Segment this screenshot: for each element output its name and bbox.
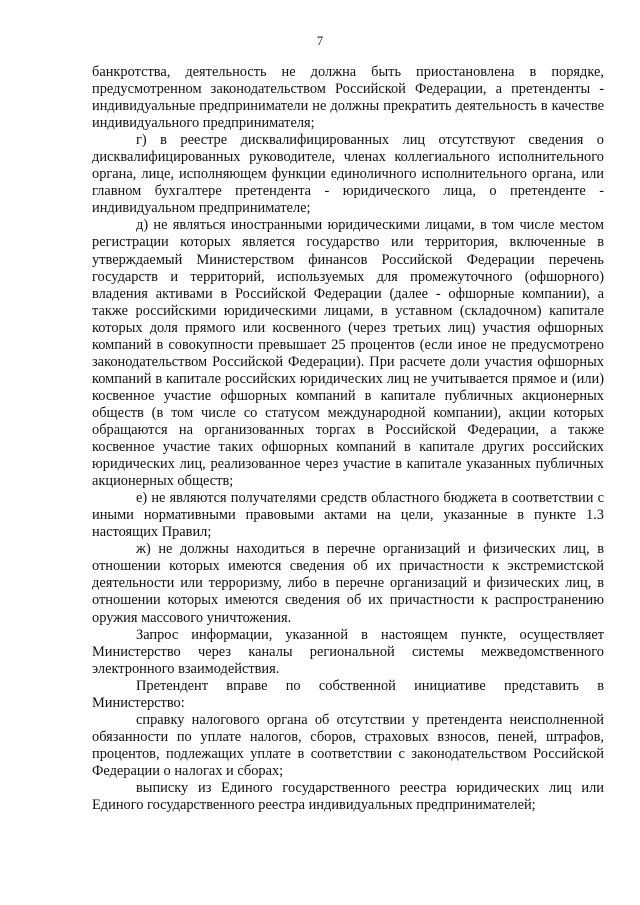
paragraph-item-g: г) в реестре дисквалифицированных лиц отсутствуют сведения о дисквалифицированных руководителе, членах коллегиального исполнительного органа, лице, исполняющем функции единоличного исполнительного органа, или главном бухгалтере претендента - юридического лица, о претенденте - индивидуальном предпринимателе; <box>92 132 604 217</box>
document-body <box>92 64 604 814</box>
paragraph-item-zh: ж) не должны находиться в перечне организаций и физических лиц, в отношении которых имеются сведения об их причастности к экстремистской деятельности или терроризму, либо в перечне организаций и физических лиц, в отношении которых имеются сведения об их причастности к распространению оружия массового уничтожения. <box>92 541 604 626</box>
paragraph-information-request: Запрос информации, указанной в настоящем пункте, осуществляет Министерство через каналы региональной системы межведомственного электронного взаимодействия. <box>92 626 604 677</box>
paragraph-tax-certificate: справку налогового органа об отсутствии у претендента неисполненной обязанности по уплате налогов, сборов, страховых взносов, пеней, штрафов, процентов, подлежащих уплате в соответствии с законодательством Российской Федерации о налогах и сборах; <box>92 711 604 779</box>
paragraph-item-e: е) не являются получателями средств областного бюджета в соответствии с иными нормативными правовыми актами на цели, указанные в пункте 1.3 настоящих Правил; <box>92 490 604 541</box>
page-number: 7 <box>316 34 324 48</box>
paragraph-applicant-may-submit: Претендент вправе по собственной инициативе представить в Министерство: <box>92 677 604 711</box>
paragraph-bankruptcy-continuation: банкротства, деятельность не должна быть приостановлена в порядке, предусмотренном законодательством Российской Федерации, а претенденты - индивидуальные предприниматели не должны прекратить деятельность в качестве индивидуального предпринимателя; <box>92 64 604 132</box>
paragraph-registry-extract: выписку из Единого государственного реестра юридических лиц или Единого государственного реестра индивидуальных предпринимателей; <box>92 779 604 814</box>
paragraph-item-d: д) не являться иностранными юридическими лицами, в том числе местом регистрации которых является государство или территория, включенные в утверждаемый Министерством финансов Российской Федерации перечень государств и территорий, используемых для промежуточного (офшорного) владения активами в Российской Федерации (далее - офшорные компании), а также российскими юридическими лицами, в уставном (складочном) капитале которых доля прямого или косвенного (через третьих лиц) участия офшорных компаний в совокупности превышает 25 процентов (если иное не предусмотрено законодательством Российской Федерации). При расчете доли участия офшорных компаний в капитале российских юридических лиц не учитывается прямое и (или) косвенное участие офшорных компаний в капитале публичных акционерных обществ (в том числе со статусом международной компании), акции которых обращаются на организованных торгах в Российской Федерации, а также косвенное участие таких офшорных компаний в капитале других российских юридических лиц, реализованное через участие в капитале указанных публичных акционерных обществ; <box>92 217 604 490</box>
